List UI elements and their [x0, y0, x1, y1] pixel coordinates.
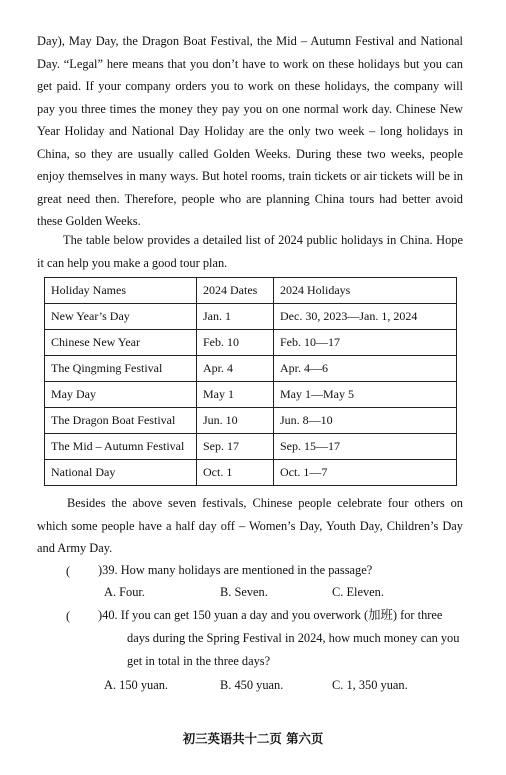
table-row	[45, 356, 457, 382]
holiday-date: Oct. 1	[197, 460, 274, 486]
header-2024-holidays: 2024 Holidays	[274, 278, 457, 304]
holiday-date: Jan. 1	[197, 304, 274, 330]
passage-paragraph-3: Besides the above seven festivals, Chinese people celebrate four others on which some people have a half day off – Women’s Day, Youth Day, Children’s Day and Army Day.	[37, 496, 463, 555]
holiday-date: Feb. 10	[197, 330, 274, 356]
holiday-range: Sep. 15—17	[274, 434, 457, 460]
holiday-range: Oct. 1—7	[274, 460, 457, 486]
q40-option-c[interactable]: C. 1, 350 yuan.	[332, 678, 408, 692]
q39-option-b[interactable]: B. Seven.	[220, 585, 268, 599]
q40-option-b[interactable]: B. 450 yuan.	[220, 678, 284, 692]
q40-stem-line-1: )40. If you can get 150 yuan a day and you overwork (加班) for three	[98, 608, 443, 622]
holiday-range: Dec. 30, 2023—Jan. 1, 2024	[274, 304, 457, 330]
holiday-table	[44, 277, 457, 486]
q39-stem: )39. How many holidays are mentioned in the passage?	[98, 563, 373, 577]
q40-stem-line-3: get in total in the three days?	[127, 654, 271, 668]
holiday-name: The Mid – Autumn Festival	[45, 434, 197, 460]
holiday-name: Chinese New Year	[45, 330, 197, 356]
holiday-date: Sep. 17	[197, 434, 274, 460]
holiday-range: May 1—May 5	[274, 382, 457, 408]
table-row	[45, 460, 457, 486]
holiday-name: National Day	[45, 460, 197, 486]
table-row	[45, 382, 457, 408]
q39-option-a[interactable]: A. Four.	[104, 585, 145, 599]
table-row	[45, 330, 457, 356]
holiday-date: May 1	[197, 382, 274, 408]
holiday-date: Jun. 10	[197, 408, 274, 434]
holiday-name: New Year’s Day	[45, 304, 197, 330]
passage-paragraph-2: The table below provides a detailed list of 2024 public holidays in China. Hope it can help you make a good tour plan.	[37, 233, 463, 270]
holiday-range: Feb. 10—17	[274, 330, 457, 356]
holiday-name: The Dragon Boat Festival	[45, 408, 197, 434]
passage-paragraph-1: Day), May Day, the Dragon Boat Festival, the Mid – Autumn Festival and National Day. “Legal” here means that you don’t have to work on these holidays but you can get paid. If your company orders you to work on these holidays, the company will pay you three times the money they pay you on one normal work day. Chinese New Year Holiday and National Day Holiday are the only two week – long holidays in China, so they are usually called Golden Weeks. During these two weeks, people enjoy themselves in many ways. But hotel rooms, train tickets or air tickets will be in great need then. Therefore, people who are planning China tours had better avoid these Golden Weeks.	[37, 34, 463, 228]
holiday-date: Apr. 4	[197, 356, 274, 382]
header-holiday-names: Holiday Names	[45, 278, 197, 304]
holiday-name: The Qingming Festival	[45, 356, 197, 382]
table-header-row	[45, 278, 457, 304]
holiday-name: May Day	[45, 382, 197, 408]
q39-answer-paren[interactable]: (	[66, 564, 71, 578]
table-row	[45, 434, 457, 460]
q39-option-c[interactable]: C. Eleven.	[332, 585, 384, 599]
holiday-range: Jun. 8—10	[274, 408, 457, 434]
table-row	[45, 408, 457, 434]
q40-option-a[interactable]: A. 150 yuan.	[104, 678, 169, 692]
q40-stem-line-2: days during the Spring Festival in 2024, how much money can you	[127, 631, 460, 645]
q40-answer-paren[interactable]: (	[66, 609, 71, 623]
header-2024-dates: 2024 Dates	[197, 278, 274, 304]
page-footer: 初三英语共十二页 第六页	[182, 731, 324, 746]
table-row	[45, 304, 457, 330]
holiday-range: Apr. 4—6	[274, 356, 457, 382]
